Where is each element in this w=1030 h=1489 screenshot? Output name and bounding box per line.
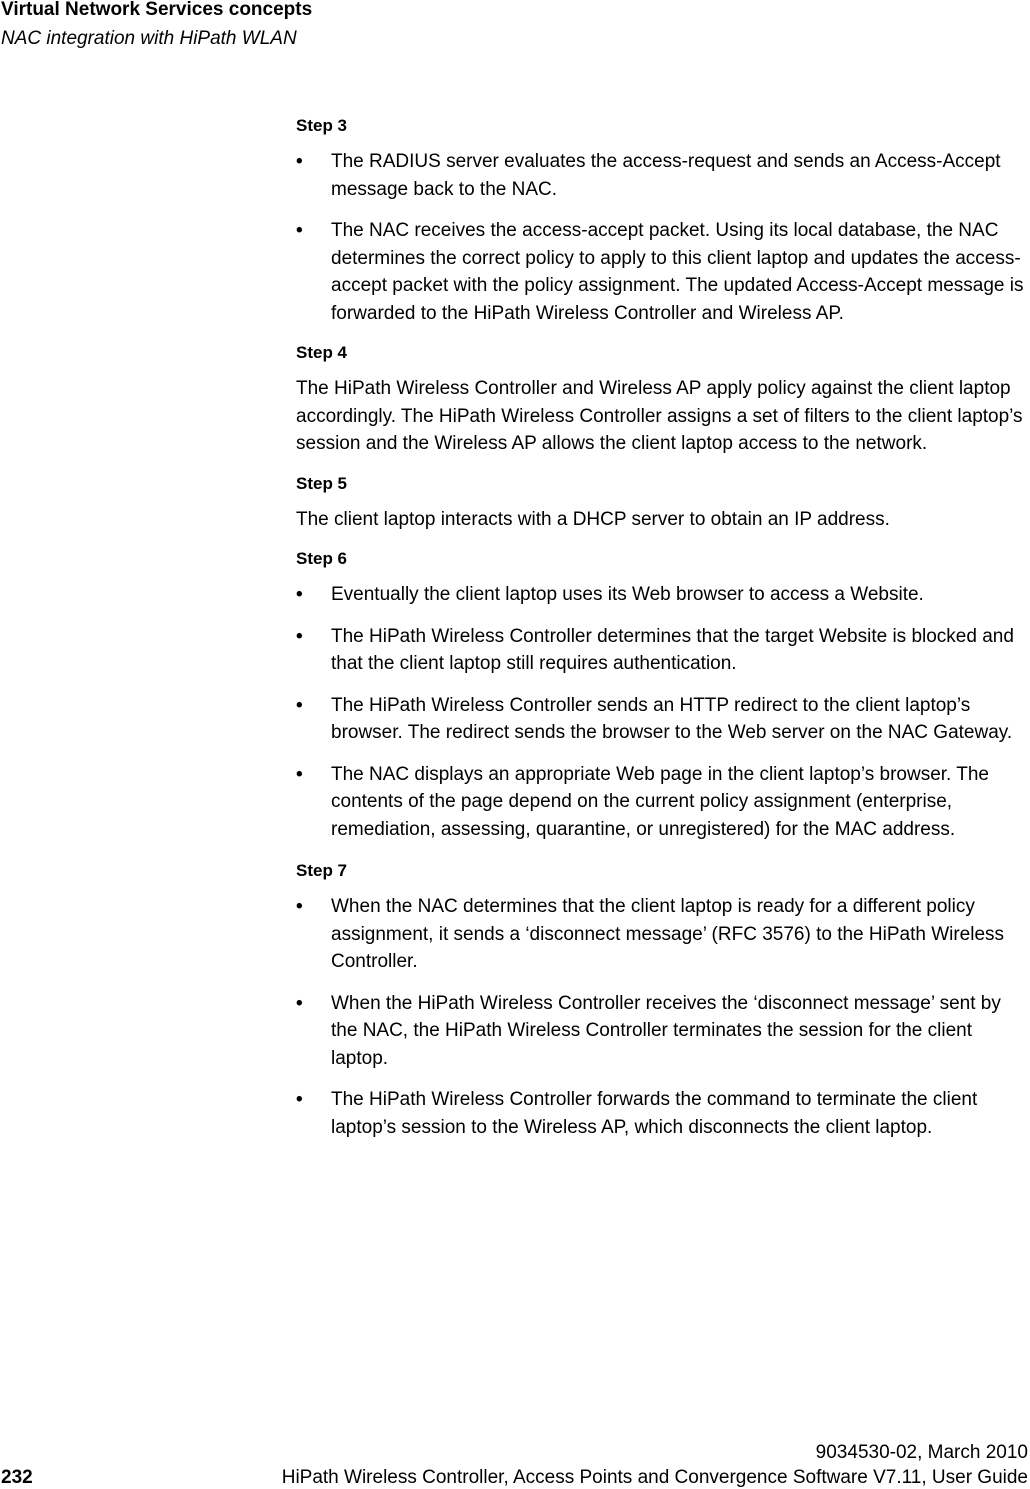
step-4-paragraph: The HiPath Wireless Controller and Wireless AP apply policy against the client laptop accordingly. The HiPath Wireless Controller assigns a set of filters to the client laptop’s session and the Wireless AP allows the client laptop access to the network. (296, 378, 1023, 454)
step-3-bullet-list (296, 148, 1028, 327)
step-5-paragraph: The client laptop interacts with a DHCP server to obtain an IP address. (296, 508, 890, 530)
step-7-bullet-list (296, 893, 1028, 1141)
list-item (296, 217, 1028, 327)
list-item (296, 990, 1028, 1073)
list-item-text: The HiPath Wireless Controller determines that the target Website is blocked and that the client laptop still requires authentication. (331, 625, 1014, 674)
bullet-icon: • (296, 1089, 303, 1110)
bullet-icon: • (296, 694, 303, 716)
bullet-icon: • (296, 151, 303, 172)
guide-title: HiPath Wireless Controller, Access Points and Convergence Software V7.11, User Guide (281, 1467, 1028, 1488)
list-item-text: The RADIUS server evaluates the access-request and sends an Access-Accept message back to the NAC. (331, 151, 1001, 200)
list-item (296, 692, 1028, 747)
document-id: 9034530-02, March 2010 (815, 1442, 1028, 1463)
list-item (296, 893, 1028, 976)
step-4-section (296, 341, 1028, 458)
list-item-text: The NAC displays an appropriate Web page in the client laptop’s browser. The contents of the page depend on the current policy assignment (enterprise, remediation, assessing, quarantine, or unregistered) for the MAC address. (331, 763, 989, 840)
step-6-bullet-list (296, 581, 1028, 843)
bullet-icon: • (296, 896, 303, 917)
list-item-text: Eventually the client laptop uses its Web browser to access a Website. (331, 584, 924, 605)
step-7-heading: Step 7 (296, 861, 348, 880)
page-content (296, 114, 1028, 1155)
bullet-icon: • (296, 763, 303, 785)
step-3-heading: Step 3 (296, 116, 348, 135)
step-6-section (296, 547, 1028, 843)
bullet-icon: • (296, 220, 303, 241)
list-item-text: When the HiPath Wireless Controller receives the ‘disconnect message’ sent by the NAC, the HiPath Wireless Controller terminates the session for the client laptop. (331, 992, 1001, 1069)
list-item-text: When the NAC determines that the client laptop is ready for a different policy assignment, it sends a ‘disconnect message’ (RFC 3576) to the HiPath Wireless Controller. (331, 896, 1005, 972)
bullet-icon: • (296, 992, 303, 1014)
step-3-section (296, 114, 1028, 327)
list-item (296, 148, 1028, 203)
chapter-title: Virtual Network Services concepts (1, 0, 313, 20)
list-item (296, 1086, 1028, 1141)
step-7-section (296, 859, 1028, 1141)
bullet-icon: • (296, 584, 303, 605)
step-5-heading: Step 5 (296, 473, 348, 493)
bullet-icon: • (296, 625, 303, 647)
section-title: NAC integration with HiPath WLAN (1, 28, 297, 49)
step-6-heading: Step 6 (296, 549, 348, 568)
list-item (296, 761, 1028, 844)
list-item (296, 623, 1028, 678)
list-item-text: The HiPath Wireless Controller sends an HTTP redirect to the client laptop’s browser. The redirect sends the browser to the Web server on the NAC Gateway. (331, 694, 1013, 743)
step-5-section (296, 472, 1028, 534)
step-4-heading: Step 4 (296, 343, 348, 362)
list-item (296, 581, 1028, 609)
page-number: 232 (1, 1467, 33, 1488)
page-footer (0, 1442, 1030, 1488)
list-item-text: The HiPath Wireless Controller forwards the command to terminate the client laptop’s session to the Wireless AP, which disconnects the client laptop. (331, 1089, 978, 1138)
list-item-text: The NAC receives the access-accept packet. Using its local database, the NAC determines the correct policy to apply to this client laptop and updates the access-accept packet with the policy assignment. The updated Access-Accept message is forwarded to the HiPath Wireless Controller and Wireless AP. (331, 220, 1024, 324)
